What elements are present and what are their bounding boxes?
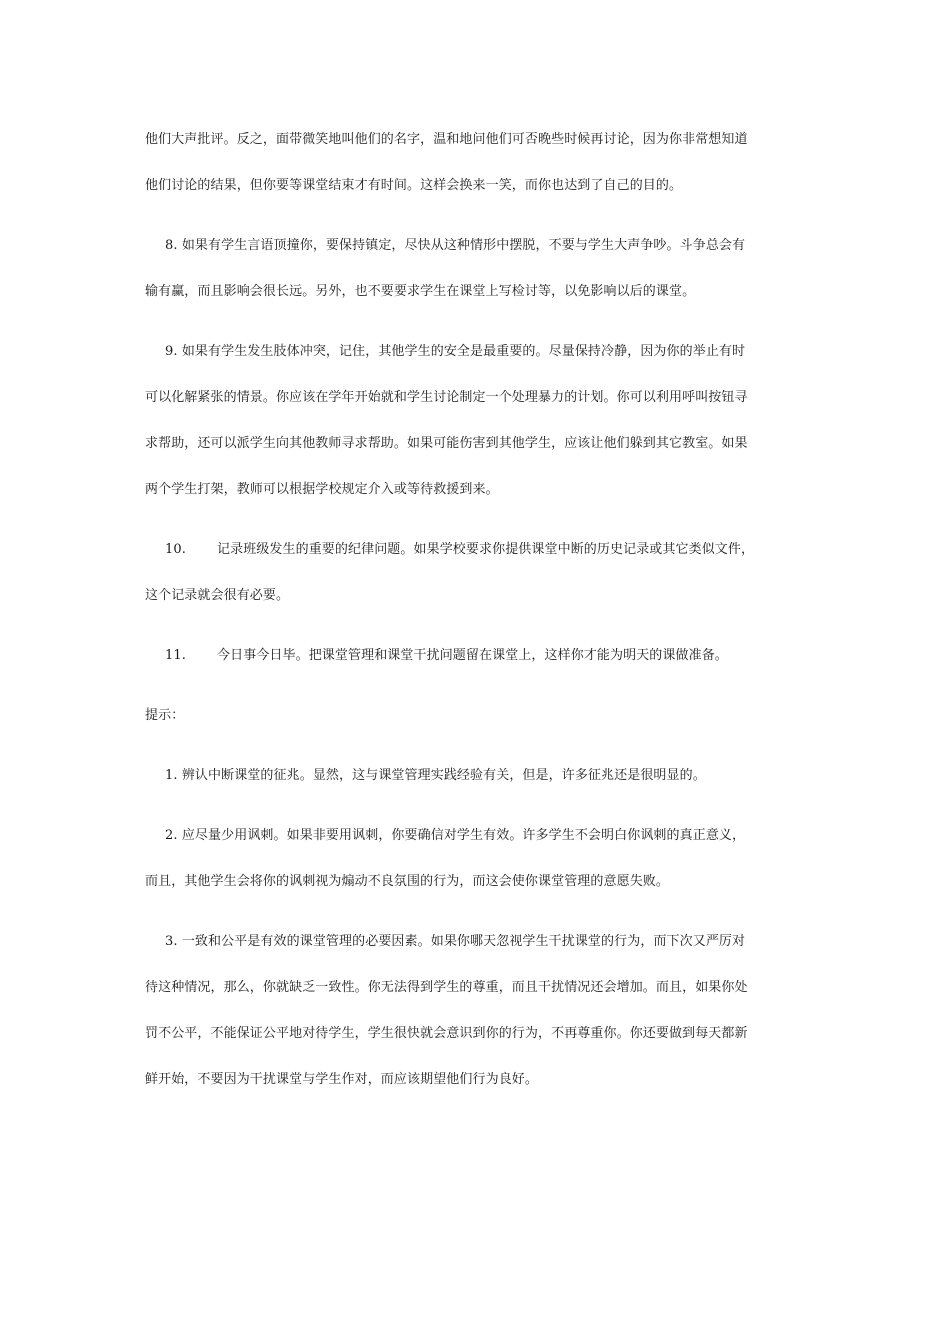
text-line: 他们讨论的结果，但你要等课堂结束才有时间。这样会换来一笑，而你也达到了自己的目的。 (145, 178, 683, 193)
paragraph-7-continuation (145, 128, 810, 197)
tip-2 (145, 824, 810, 893)
paragraph-8 (145, 234, 810, 303)
text-line: 待这种情况，那么，你就缺乏一致性。你无法得到学生的尊重，而且干扰情况还会增加。而且，如果你处 (145, 980, 748, 995)
text-span: 记录班级发生的重要的纪律问题。如果学校要求你提供课堂中断的历史记录或其它类似文件， (217, 542, 755, 557)
paragraph-9 (145, 340, 810, 501)
text-line: 1. 辨认中断课堂的征兆。显然，这与课堂管理实践经验有关，但是，许多征兆还是很明显的。 (165, 768, 706, 783)
list-number: 10. (165, 542, 186, 557)
text-line: 9. 如果有学生发生肢体冲突，记住，其他学生的安全是最重要的。尽量保持冷静，因为你的举止有时 (165, 344, 746, 359)
text-line: 鲜开始，不要因为干扰课堂与学生作对，而应该期望他们行为良好。 (145, 1072, 539, 1087)
text-line (145, 538, 810, 561)
text-line: 可以化解紧张的情景。你应该在学年开始就和学生讨论制定一个处理暴力的计划。你可以利用呼叫按钮寻 (145, 390, 748, 405)
text-line (145, 644, 810, 667)
tips-heading: 提示： (145, 708, 185, 723)
text-line: 3. 一致和公平是有效的课堂管理的必要因素。如果你哪天忽视学生干扰课堂的行为，而下次又严厉对 (165, 934, 746, 949)
document-page (145, 128, 810, 1091)
list-number: 11. (165, 648, 186, 663)
text-line: 他们大声批评。反之，面带微笑地叫他们的名字，温和地问他们可否晚些时候再讨论，因为你非常想知道 (145, 132, 748, 147)
text-span: 今日事今日毕。把课堂管理和课堂干扰问题留在课堂上，这样你才能为明天的课做准备。 (217, 648, 728, 663)
paragraph-10 (145, 538, 810, 607)
text-line: 两个学生打架，教师可以根据学校规定介入或等待救援到来。 (145, 482, 499, 497)
text-line: 求帮助，还可以派学生向其他教师寻求帮助。如果可能伤害到其他学生，应该让他们躲到其它教室。如果 (145, 436, 748, 451)
text-line: 输有赢，而且影响会很长远。另外，也不要要求学生在课堂上写检讨等，以免影响以后的课堂。 (145, 284, 696, 299)
text-line: 而且，其他学生会将你的讽刺视为煽动不良氛围的行为，而这会使你课堂管理的意愿失败。 (145, 874, 670, 889)
text-line: 2. 应尽量少用讽刺。如果非要用讽刺，你要确信对学生有效。许多学生不会明白你讽刺的真正意义， (165, 828, 746, 843)
text-line: 8. 如果有学生言语顶撞你，要保持镇定，尽快从这种情形中摆脱，不要与学生大声争吵。斗争总会有 (165, 238, 746, 253)
tip-3 (145, 930, 810, 1091)
paragraph-11 (145, 644, 810, 667)
text-line: 罚不公平，不能保证公平地对待学生，学生很快就会意识到你的行为，不再尊重你。你还要做到每天都新 (145, 1026, 748, 1041)
tip-1 (145, 764, 810, 787)
text-line: 这个记录就会很有必要。 (145, 588, 290, 603)
